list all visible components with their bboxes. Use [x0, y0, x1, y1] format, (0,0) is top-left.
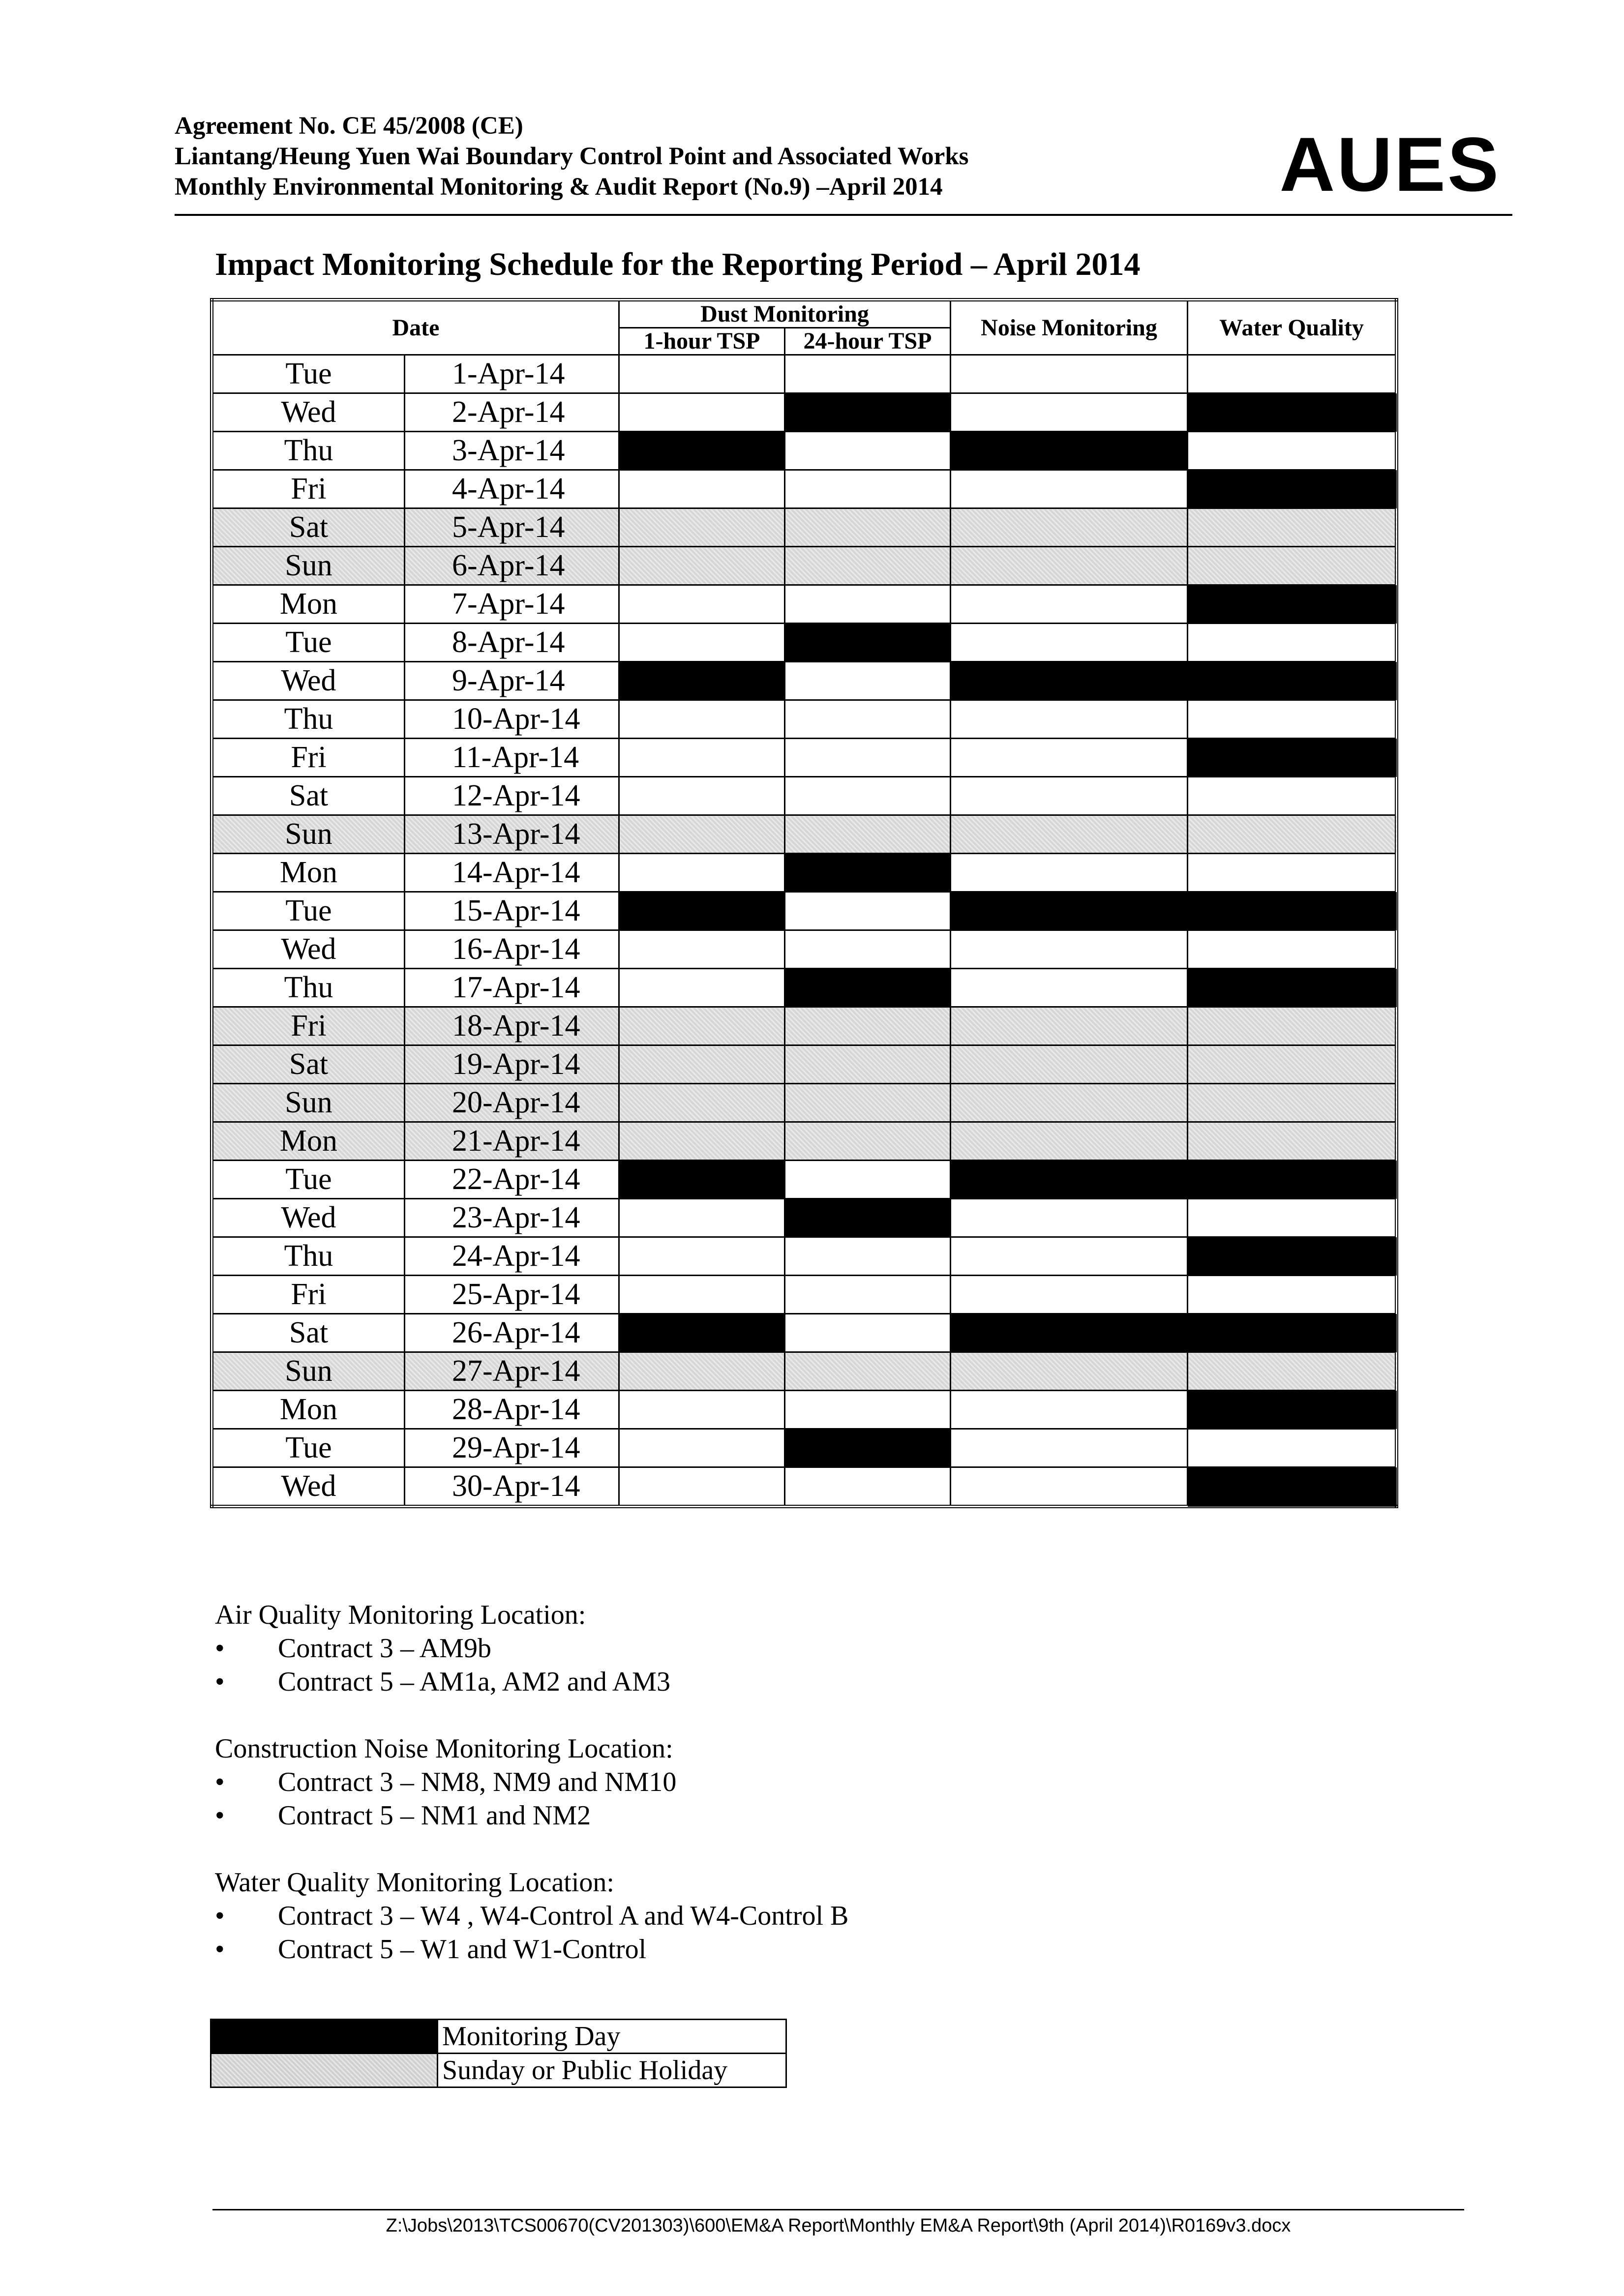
tsp24-cell [785, 777, 951, 815]
day-cell: Wed [212, 393, 405, 432]
water-cell [1188, 547, 1397, 585]
bullet-icon: • [215, 1767, 225, 1797]
day-cell: Sat [212, 777, 405, 815]
day-cell: Sat [212, 1314, 405, 1352]
day-cell: Sun [212, 815, 405, 854]
tsp24-cell [785, 1352, 951, 1391]
tsp1-cell [619, 1161, 785, 1199]
legend-swatch-holiday [211, 2054, 438, 2087]
noise-cell [951, 1352, 1188, 1391]
water-cell [1188, 1084, 1397, 1122]
day-cell: Sun [212, 1084, 405, 1122]
table-row [212, 1429, 1397, 1467]
table-row [212, 969, 1397, 1007]
noise-cell [951, 1391, 1188, 1429]
date-cell: 14-Apr-14 [405, 854, 619, 892]
date-cell: 22-Apr-14 [405, 1161, 619, 1199]
list-item: • Contract 5 – W1 and W1-Control [215, 1933, 848, 1966]
date-cell: 21-Apr-14 [405, 1122, 619, 1161]
day-cell: Fri [212, 1276, 405, 1314]
date-cell: 10-Apr-14 [405, 700, 619, 739]
day-cell: Sat [212, 508, 405, 547]
table-row [212, 700, 1397, 739]
day-cell: Wed [212, 1467, 405, 1507]
aues-logo: AUES [1279, 122, 1501, 208]
water-cell [1188, 777, 1397, 815]
tsp24-cell [785, 585, 951, 624]
water-cell [1188, 969, 1397, 1007]
table-row [212, 1007, 1397, 1045]
tsp24-cell [785, 393, 951, 432]
noise-cell [951, 1084, 1188, 1122]
noise-cell [951, 1161, 1188, 1199]
tsp1-cell [619, 700, 785, 739]
list-item: • Contract 3 – NM8, NM9 and NM10 [215, 1765, 848, 1799]
tsp24-cell [785, 1122, 951, 1161]
noise-cell [951, 355, 1188, 393]
table-row [212, 1391, 1397, 1429]
table-row [212, 585, 1397, 624]
noise-heading: Construction Noise Monitoring Location: [215, 1733, 673, 1764]
tsp24-cell [785, 854, 951, 892]
noise-cell [951, 432, 1188, 470]
table-row [212, 1084, 1397, 1122]
table-row [212, 393, 1397, 432]
tsp24-cell [785, 624, 951, 662]
tsp24-cell [785, 1161, 951, 1199]
tsp24-cell [785, 1199, 951, 1237]
tsp1-cell [619, 969, 785, 1007]
day-cell: Mon [212, 585, 405, 624]
tsp1-cell [619, 585, 785, 624]
water-cell [1188, 1237, 1397, 1276]
water-cell [1188, 432, 1397, 470]
header-date: Date [212, 300, 619, 355]
noise-cell [951, 1122, 1188, 1161]
date-cell: 9-Apr-14 [405, 662, 619, 700]
tsp24-cell [785, 432, 951, 470]
monitoring-locations [215, 1598, 848, 1999]
day-cell: Wed [212, 930, 405, 969]
tsp24-cell [785, 930, 951, 969]
water-quality-heading: Water Quality Monitoring Location: [215, 1867, 614, 1898]
project-name: Liantang/Heung Yuen Wai Boundary Control Point and Associated Works [175, 143, 969, 170]
tsp24-cell [785, 355, 951, 393]
noise-cell [951, 547, 1188, 585]
tsp24-cell [785, 1276, 951, 1314]
noise-cell [951, 508, 1188, 547]
tsp1-cell [619, 1045, 785, 1084]
day-cell: Sat [212, 1045, 405, 1084]
day-cell: Tue [212, 892, 405, 930]
day-cell: Thu [212, 1237, 405, 1276]
tsp24-cell [785, 700, 951, 739]
header-24hour-tsp: 24-hour TSP [785, 328, 951, 355]
date-cell: 24-Apr-14 [405, 1237, 619, 1276]
day-cell: Thu [212, 700, 405, 739]
noise-cell [951, 585, 1188, 624]
noise-cell [951, 854, 1188, 892]
tsp24-cell [785, 1467, 951, 1507]
noise-cell [951, 393, 1188, 432]
water-cell [1188, 1391, 1397, 1429]
tsp1-cell [619, 1314, 785, 1352]
water-cell [1188, 1276, 1397, 1314]
agreement-number: Agreement No. CE 45/2008 (CE) [175, 112, 523, 140]
tsp24-cell [785, 1429, 951, 1467]
list-item: • Contract 5 – NM1 and NM2 [215, 1799, 848, 1832]
date-cell: 6-Apr-14 [405, 547, 619, 585]
bullet-icon: • [215, 1667, 225, 1697]
date-cell: 25-Apr-14 [405, 1276, 619, 1314]
water-cell [1188, 1199, 1397, 1237]
list-item: • Contract 3 – AM9b [215, 1632, 848, 1665]
date-cell: 12-Apr-14 [405, 777, 619, 815]
table-row [212, 624, 1397, 662]
day-cell: Tue [212, 624, 405, 662]
header-1hour-tsp: 1-hour TSP [619, 328, 785, 355]
tsp24-cell [785, 662, 951, 700]
water-cell [1188, 1045, 1397, 1084]
water-cell [1188, 393, 1397, 432]
date-cell: 27-Apr-14 [405, 1352, 619, 1391]
report-header [175, 111, 1512, 216]
bullet-icon: • [215, 1901, 225, 1931]
day-cell: Wed [212, 1199, 405, 1237]
water-cell [1188, 662, 1397, 700]
tsp1-cell [619, 1199, 785, 1237]
tsp24-cell [785, 1314, 951, 1352]
date-cell: 16-Apr-14 [405, 930, 619, 969]
water-cell [1188, 1467, 1397, 1507]
day-cell: Mon [212, 1122, 405, 1161]
tsp1-cell [619, 1276, 785, 1314]
noise-cell [951, 1237, 1188, 1276]
water-cell [1188, 739, 1397, 777]
tsp1-cell [619, 930, 785, 969]
table-row [212, 1352, 1397, 1391]
table-row [212, 1045, 1397, 1084]
noise-cell [951, 815, 1188, 854]
bullet-icon: • [215, 1633, 225, 1664]
table-row [212, 1122, 1397, 1161]
noise-cell [951, 777, 1188, 815]
tsp1-cell [619, 355, 785, 393]
water-cell [1188, 1122, 1397, 1161]
tsp24-cell [785, 815, 951, 854]
monitoring-schedule-table [210, 298, 1398, 1508]
date-cell: 18-Apr-14 [405, 1007, 619, 1045]
header-noise-monitoring: Noise Monitoring [951, 300, 1188, 355]
table-row [212, 815, 1397, 854]
noise-cell [951, 1467, 1188, 1507]
table-row [212, 854, 1397, 892]
tsp1-cell [619, 1237, 785, 1276]
day-cell: Tue [212, 1161, 405, 1199]
table-row [212, 1237, 1397, 1276]
header-dust-monitoring: Dust Monitoring [619, 300, 951, 328]
date-cell: 8-Apr-14 [405, 624, 619, 662]
schedule-body [212, 355, 1397, 1507]
tsp1-cell [619, 777, 785, 815]
water-cell [1188, 700, 1397, 739]
day-cell: Wed [212, 662, 405, 700]
table-row [212, 355, 1397, 393]
water-cell [1188, 930, 1397, 969]
table-row [212, 1276, 1397, 1314]
date-cell: 17-Apr-14 [405, 969, 619, 1007]
bullet-icon: • [215, 1934, 225, 1965]
tsp24-cell [785, 1237, 951, 1276]
tsp1-cell [619, 739, 785, 777]
tsp24-cell [785, 508, 951, 547]
date-cell: 26-Apr-14 [405, 1314, 619, 1352]
day-cell: Fri [212, 739, 405, 777]
date-cell: 3-Apr-14 [405, 432, 619, 470]
date-cell: 4-Apr-14 [405, 470, 619, 508]
air-quality-heading: Air Quality Monitoring Location: [215, 1600, 586, 1630]
air-quality-locations [215, 1598, 848, 1699]
day-cell: Mon [212, 854, 405, 892]
day-cell: Sun [212, 1352, 405, 1391]
tsp1-cell [619, 892, 785, 930]
legend-label-monitoring: Monitoring Day [438, 2020, 786, 2054]
table-row [212, 739, 1397, 777]
date-cell: 7-Apr-14 [405, 585, 619, 624]
date-cell: 15-Apr-14 [405, 892, 619, 930]
tsp1-cell [619, 547, 785, 585]
tsp1-cell [619, 1467, 785, 1507]
water-cell [1188, 1429, 1397, 1467]
tsp1-cell [619, 815, 785, 854]
bullet-icon: • [215, 1800, 225, 1831]
day-cell: Tue [212, 355, 405, 393]
tsp1-cell [619, 624, 785, 662]
day-cell: Fri [212, 1007, 405, 1045]
water-cell [1188, 1352, 1397, 1391]
list-item: • Contract 3 – W4 , W4-Control A and W4-Control B [215, 1899, 848, 1933]
noise-cell [951, 1276, 1188, 1314]
day-cell: Thu [212, 969, 405, 1007]
date-cell: 30-Apr-14 [405, 1467, 619, 1507]
tsp24-cell [785, 1084, 951, 1122]
table-row [212, 508, 1397, 547]
noise-cell [951, 1429, 1188, 1467]
noise-cell [951, 1199, 1188, 1237]
water-quality-locations [215, 1866, 848, 1966]
header-water-quality: Water Quality [1188, 300, 1397, 355]
noise-cell [951, 930, 1188, 969]
tsp1-cell [619, 1007, 785, 1045]
noise-cell [951, 1007, 1188, 1045]
water-cell [1188, 508, 1397, 547]
date-cell: 5-Apr-14 [405, 508, 619, 547]
table-row [212, 547, 1397, 585]
legend [210, 2019, 787, 2088]
date-cell: 23-Apr-14 [405, 1199, 619, 1237]
day-cell: Sun [212, 547, 405, 585]
tsp24-cell [785, 1007, 951, 1045]
water-cell [1188, 1007, 1397, 1045]
table-row [212, 892, 1397, 930]
table-row [212, 777, 1397, 815]
tsp1-cell [619, 1352, 785, 1391]
date-cell: 20-Apr-14 [405, 1084, 619, 1122]
water-cell [1188, 1161, 1397, 1199]
tsp1-cell [619, 1122, 785, 1161]
date-cell: 2-Apr-14 [405, 393, 619, 432]
day-cell: Fri [212, 470, 405, 508]
date-cell: 29-Apr-14 [405, 1429, 619, 1467]
noise-locations [215, 1732, 848, 1832]
table-row [212, 432, 1397, 470]
water-cell [1188, 585, 1397, 624]
tsp24-cell [785, 1045, 951, 1084]
water-cell [1188, 892, 1397, 930]
legend-swatch-monitoring [211, 2020, 438, 2054]
tsp24-cell [785, 739, 951, 777]
file-path-footer: Z:\Jobs\2013\TCS00670(CV201303)\600\EM&A Report\Monthly EM&A Report\9th (April 2014)\R0169v3.docx [212, 2209, 1464, 2236]
date-cell: 11-Apr-14 [405, 739, 619, 777]
tsp24-cell [785, 969, 951, 1007]
table-row [212, 1199, 1397, 1237]
tsp24-cell [785, 547, 951, 585]
legend-label-holiday: Sunday or Public Holiday [438, 2054, 786, 2087]
water-cell [1188, 854, 1397, 892]
date-cell: 1-Apr-14 [405, 355, 619, 393]
schedule-title: Impact Monitoring Schedule for the Reporting Period – April 2014 [215, 246, 1141, 282]
noise-cell [951, 700, 1188, 739]
tsp1-cell [619, 393, 785, 432]
noise-cell [951, 470, 1188, 508]
tsp1-cell [619, 1084, 785, 1122]
noise-cell [951, 624, 1188, 662]
tsp24-cell [785, 1391, 951, 1429]
tsp1-cell [619, 1429, 785, 1467]
table-row [212, 930, 1397, 969]
table-row [212, 1161, 1397, 1199]
water-cell [1188, 1314, 1397, 1352]
noise-cell [951, 892, 1188, 930]
day-cell: Tue [212, 1429, 405, 1467]
day-cell: Thu [212, 432, 405, 470]
tsp24-cell [785, 892, 951, 930]
tsp1-cell [619, 508, 785, 547]
list-item: • Contract 5 – AM1a, AM2 and AM3 [215, 1665, 848, 1699]
date-cell: 13-Apr-14 [405, 815, 619, 854]
water-cell [1188, 624, 1397, 662]
tsp1-cell [619, 854, 785, 892]
report-name: Monthly Environmental Monitoring & Audit Report (No.9) –April 2014 [175, 173, 943, 201]
noise-cell [951, 1314, 1188, 1352]
date-cell: 28-Apr-14 [405, 1391, 619, 1429]
table-row [212, 662, 1397, 700]
table-row [212, 1467, 1397, 1507]
water-cell [1188, 355, 1397, 393]
day-cell: Mon [212, 1391, 405, 1429]
date-cell: 19-Apr-14 [405, 1045, 619, 1084]
table-row [212, 470, 1397, 508]
water-cell [1188, 815, 1397, 854]
tsp1-cell [619, 1391, 785, 1429]
noise-cell [951, 662, 1188, 700]
tsp1-cell [619, 432, 785, 470]
water-cell [1188, 470, 1397, 508]
tsp1-cell [619, 470, 785, 508]
noise-cell [951, 1045, 1188, 1084]
noise-cell [951, 969, 1188, 1007]
noise-cell [951, 739, 1188, 777]
table-row [212, 1314, 1397, 1352]
tsp24-cell [785, 470, 951, 508]
tsp1-cell [619, 662, 785, 700]
